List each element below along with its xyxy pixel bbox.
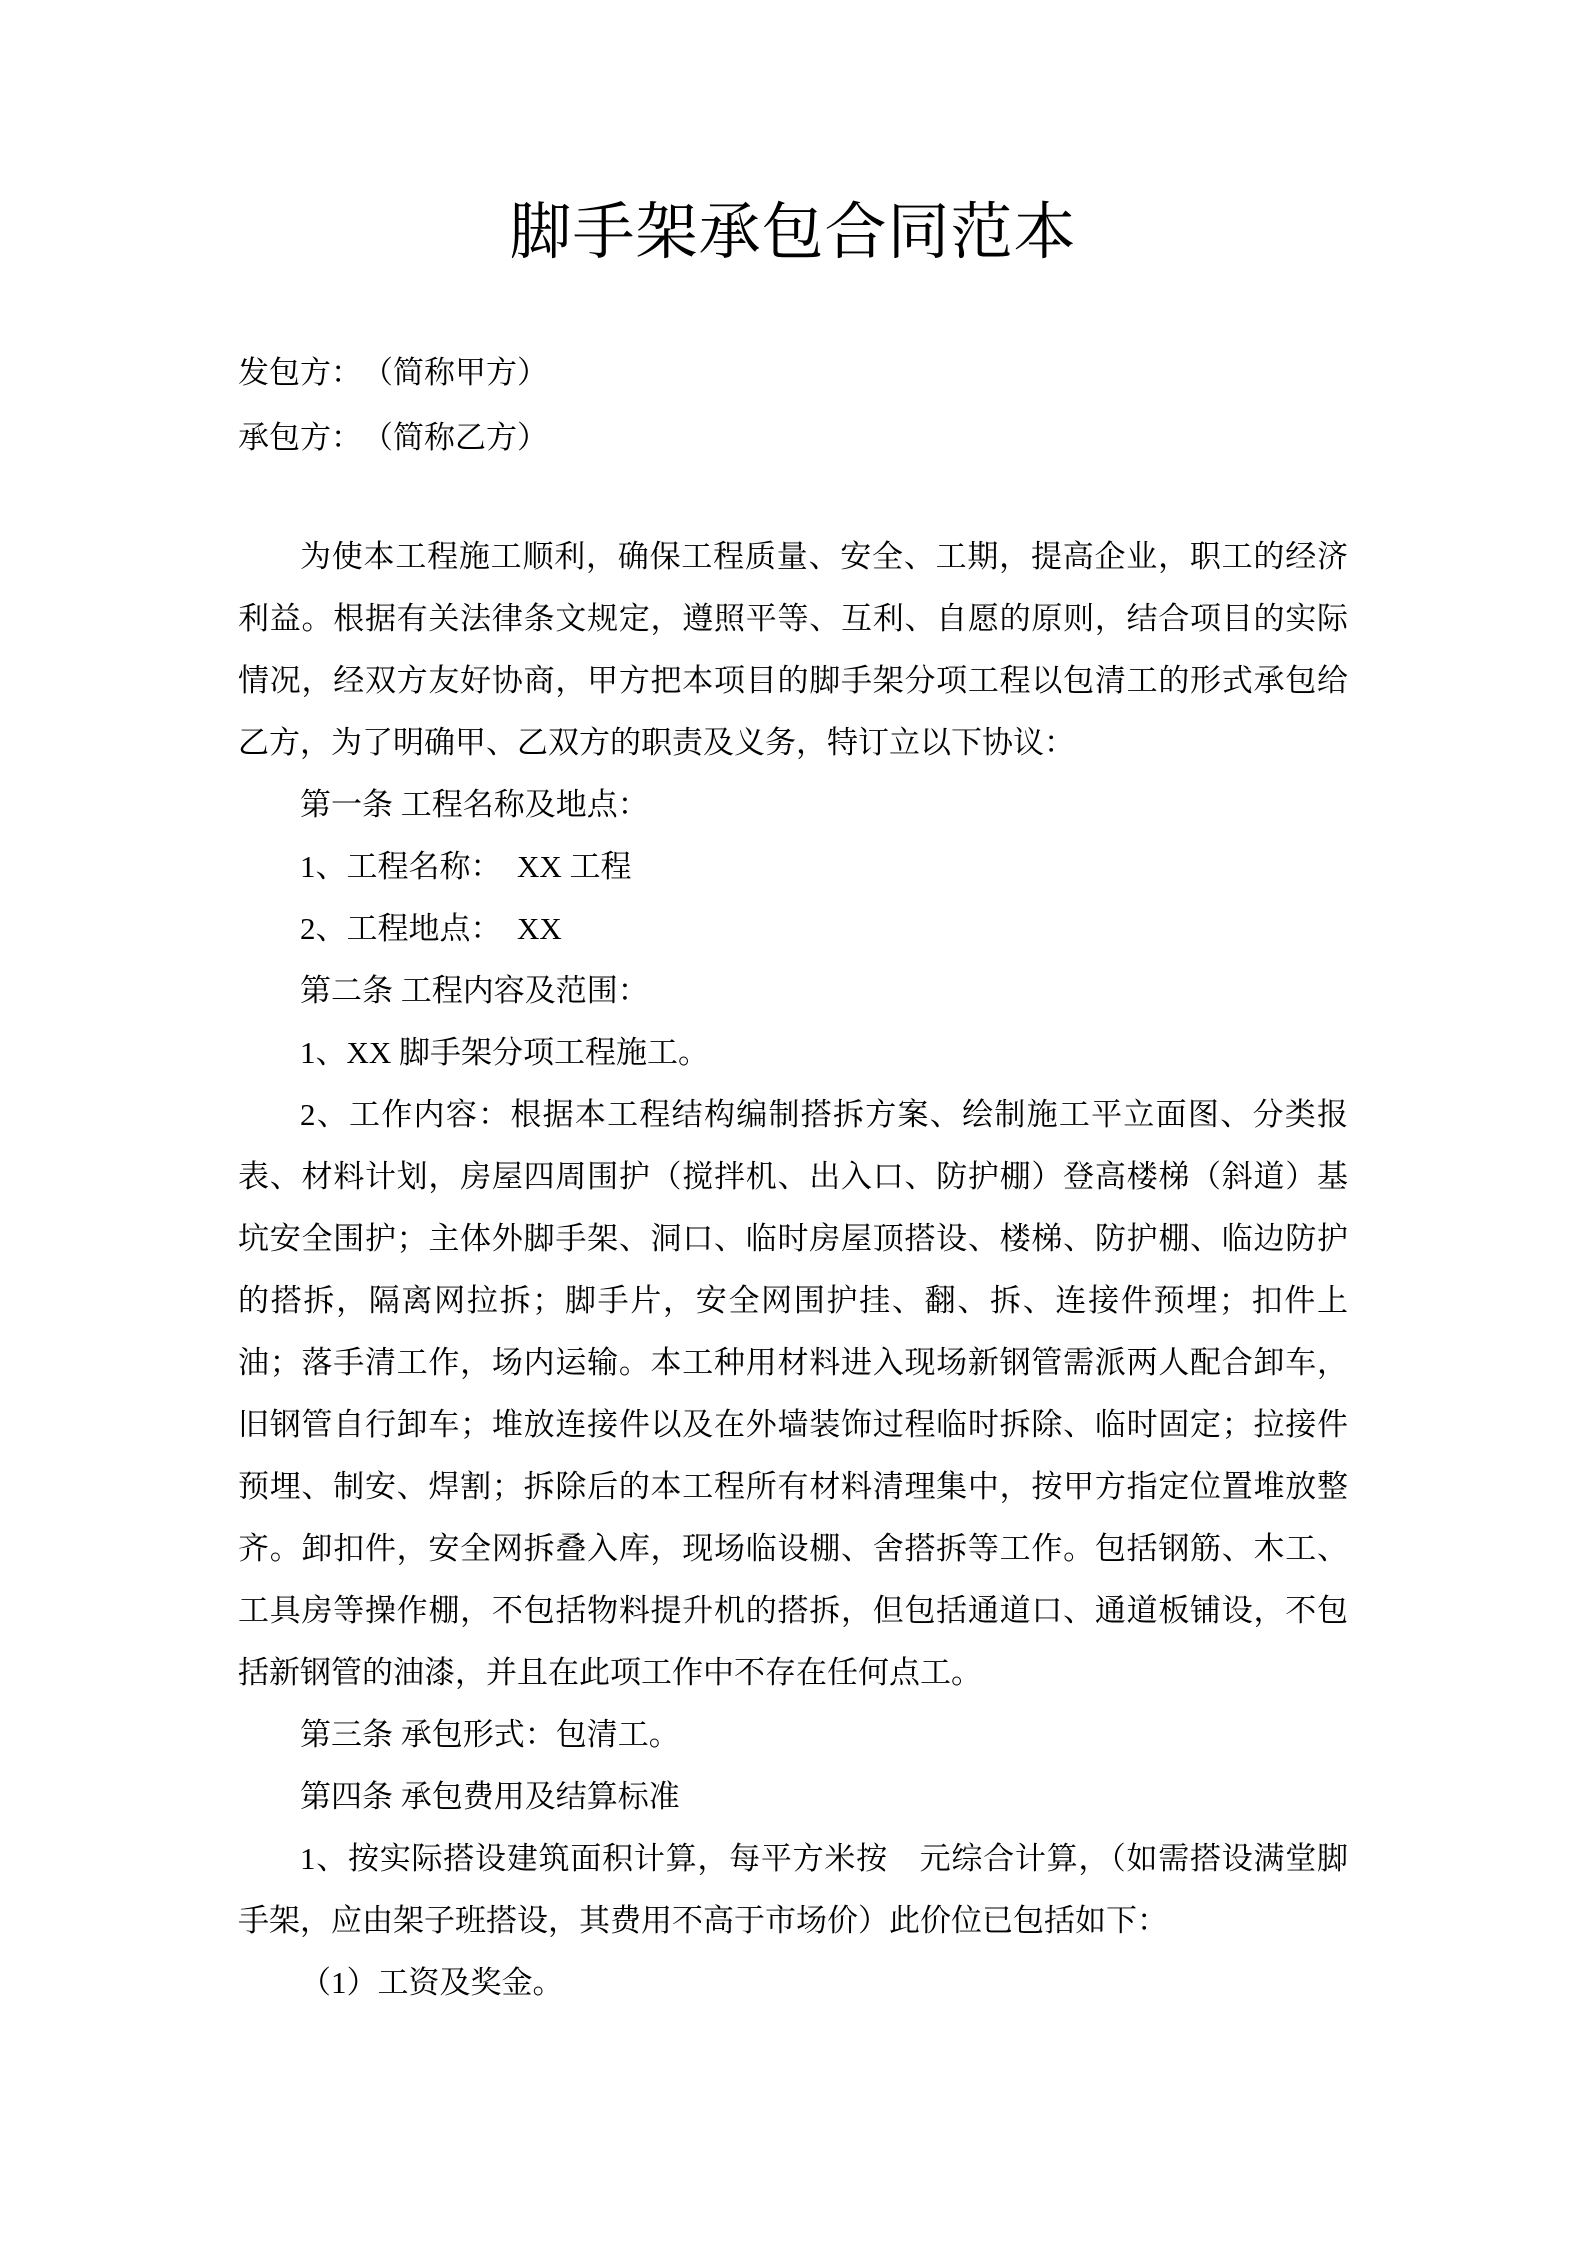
clause-4-subitem-1: （1）工资及奖金。 [300,1965,564,2000]
document-title: 脚手架承包合同范本 [509,199,1077,267]
party-line-contractor: 承包方： （简称乙方） [238,420,548,455]
clause-1-item-2: 2、工程地点： XX [300,911,562,946]
party-line-employer: 发包方： （简称甲方） [238,355,548,390]
clause-2-item-2: 2、工作内容：根据本工程结构编制搭拆方案、绘制施工平立面图、分类报表、材料计划，房屋四周围护（搅拌机、出入口、防护棚）登高楼梯（斜道）基坑安全围护；主体外脚手架、洞口、临时房屋顶搭设、楼梯、防护棚、临边防护的搭拆，隔离网拉拆；脚手片，安全网围护挂、翻、拆、连接件预埋；扣件上油；落手清工作，场内运输。本工种用材料进入现场新钢管需派两人配合卸车，旧钢管自行卸车；堆放连接件以及在外墙装饰过程临时拆除、临时固定；拉接件预埋、制安、焊割；拆除后的本工程所有材料清理集中，按甲方指定位置堆放整齐。卸扣件，安全网拆叠入库，现场临设棚、舍搭拆等工作。包括钢筋、木工、工具房等操作棚，不包括物料提升机的搭拆，但包括通道口、通道板铺设，不包括新钢管的油漆，并且在此项工作中不存在任何点工。 [238,1097,1348,1690]
parties-block [238,340,1348,470]
intro-paragraph: 为使本工程施工顺利，确保工程质量、安全、工期，提高企业，职工的经济利益。根据有关法律条文规定，遵照平等、互利、自愿的原则，结合项目的实际情况，经双方友好协商，甲方把本项目的脚手架分项工程以包清工的形式承包给乙方，为了明确甲、乙双方的职责及义务，特订立以下协议： [238,539,1348,760]
clause-1-item-1: 1、工程名称： XX 工程 [300,849,632,884]
clause-4-heading: 第四条 承包费用及结算标准 [300,1779,680,1814]
clause-4-item-1: 1、按实际搭设建筑面积计算，每平方米按 元综合计算，（如需搭设满堂脚手架，应由架子班搭设，其费用不高于市场价）此价位已包括如下： [238,1841,1348,1938]
clause-2-heading: 第二条 工程内容及范围： [300,973,649,1008]
clause-3: 第三条 承包形式：包清工。 [300,1717,680,1752]
clause-2-item-1: 1、XX 脚手架分项工程施工。 [300,1035,710,1070]
clause-1-heading: 第一条 工程名称及地点： [300,787,649,822]
contract-body [238,526,1348,2014]
